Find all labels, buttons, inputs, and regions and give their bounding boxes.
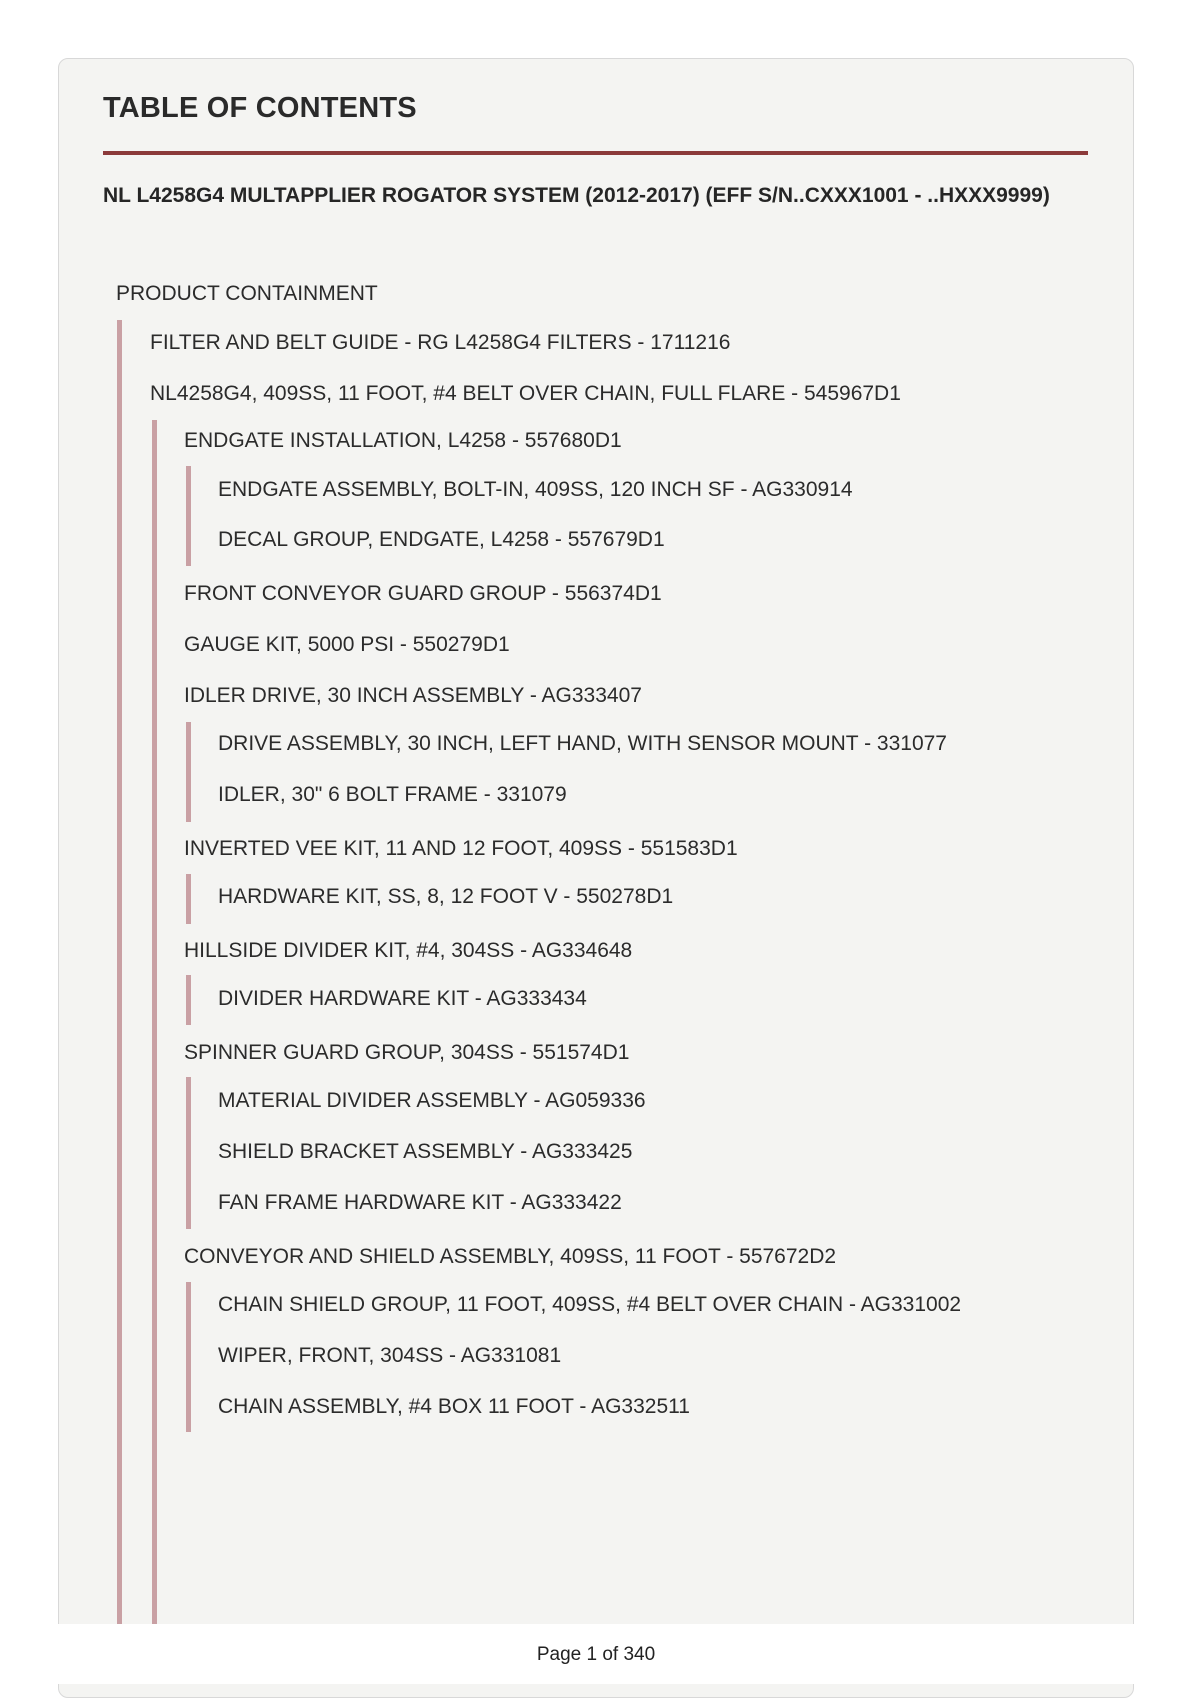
toc-entry-fan-frame-hardware[interactable]: FAN FRAME HARDWARE KIT - AG333422 bbox=[218, 1191, 622, 1214]
tree-bar-conveyor-shield bbox=[186, 1282, 191, 1432]
toc-entry-idler-frame[interactable]: IDLER, 30" 6 BOLT FRAME - 331079 bbox=[218, 783, 567, 806]
toc-entry-divider-hardware-kit[interactable]: DIVIDER HARDWARE KIT - AG333434 bbox=[218, 987, 587, 1010]
toc-title: TABLE OF CONTENTS bbox=[103, 92, 417, 124]
toc-entry-chain-assembly[interactable]: CHAIN ASSEMBLY, #4 BOX 11 FOOT - AG332511 bbox=[218, 1395, 690, 1418]
toc-entry-shield-bracket[interactable]: SHIELD BRACKET ASSEMBLY - AG333425 bbox=[218, 1140, 633, 1163]
page-number: Page 1 of 340 bbox=[536, 1644, 656, 1665]
toc-entry-front-conveyor-guard[interactable]: FRONT CONVEYOR GUARD GROUP - 556374D1 bbox=[184, 582, 662, 605]
toc-entry-wiper-front[interactable]: WIPER, FRONT, 304SS - AG331081 bbox=[218, 1344, 562, 1367]
toc-entry-material-divider[interactable]: MATERIAL DIVIDER ASSEMBLY - AG059336 bbox=[218, 1089, 646, 1112]
toc-entry-hardware-kit-ss[interactable]: HARDWARE KIT, SS, 8, 12 FOOT V - 550278D1 bbox=[218, 885, 674, 908]
tree-bar-hillside-divider bbox=[186, 975, 191, 1025]
toc-entry-endgate-assembly[interactable]: ENDGATE ASSEMBLY, BOLT-IN, 409SS, 120 INCH SF - AG330914 bbox=[218, 478, 853, 501]
toc-entry-inverted-vee-kit[interactable]: INVERTED VEE KIT, 11 AND 12 FOOT, 409SS - 551583D1 bbox=[184, 837, 738, 860]
tree-bar-level-1 bbox=[117, 320, 122, 1640]
toc-entry-filter-belt-guide[interactable]: FILTER AND BELT GUIDE - RG L4258G4 FILTERS - 1711216 bbox=[150, 331, 731, 354]
tree-bar-endgate bbox=[186, 466, 191, 566]
tree-bar-level-2 bbox=[152, 420, 157, 1640]
toc-entry-hillside-divider-kit[interactable]: HILLSIDE DIVIDER KIT, #4, 304SS - AG334648 bbox=[184, 939, 633, 962]
toc-entry-idler-drive[interactable]: IDLER DRIVE, 30 INCH ASSEMBLY - AG333407 bbox=[184, 684, 642, 707]
tree-bar-spinner-guard bbox=[186, 1077, 191, 1229]
toc-entry-product-containment[interactable]: PRODUCT CONTAINMENT bbox=[116, 282, 378, 305]
tree-bar-inverted-vee bbox=[186, 874, 191, 924]
toc-entry-gauge-kit[interactable]: GAUGE KIT, 5000 PSI - 550279D1 bbox=[184, 633, 510, 656]
toc-entry-decal-group[interactable]: DECAL GROUP, ENDGATE, L4258 - 557679D1 bbox=[218, 528, 665, 551]
toc-entry-spinner-guard-group[interactable]: SPINNER GUARD GROUP, 304SS - 551574D1 bbox=[184, 1041, 630, 1064]
toc-entry-nl4258g4[interactable]: NL4258G4, 409SS, 11 FOOT, #4 BELT OVER CHAIN, FULL FLARE - 545967D1 bbox=[150, 382, 901, 405]
document-heading: NL L4258G4 MULTAPPLIER ROGATOR SYSTEM (2012-2017) (EFF S/N..CXXX1001 - ..HXXX9999) bbox=[103, 184, 1050, 207]
title-divider bbox=[103, 151, 1088, 155]
toc-entry-conveyor-shield-assembly[interactable]: CONVEYOR AND SHIELD ASSEMBLY, 409SS, 11 FOOT - 557672D2 bbox=[184, 1245, 837, 1268]
toc-entry-chain-shield-group[interactable]: CHAIN SHIELD GROUP, 11 FOOT, 409SS, #4 BELT OVER CHAIN - AG331002 bbox=[218, 1293, 962, 1316]
tree-bar-idler-drive bbox=[186, 722, 191, 822]
toc-entry-drive-assembly[interactable]: DRIVE ASSEMBLY, 30 INCH, LEFT HAND, WITH SENSOR MOUNT - 331077 bbox=[218, 732, 947, 755]
toc-entry-endgate-installation[interactable]: ENDGATE INSTALLATION, L4258 - 557680D1 bbox=[184, 429, 622, 452]
